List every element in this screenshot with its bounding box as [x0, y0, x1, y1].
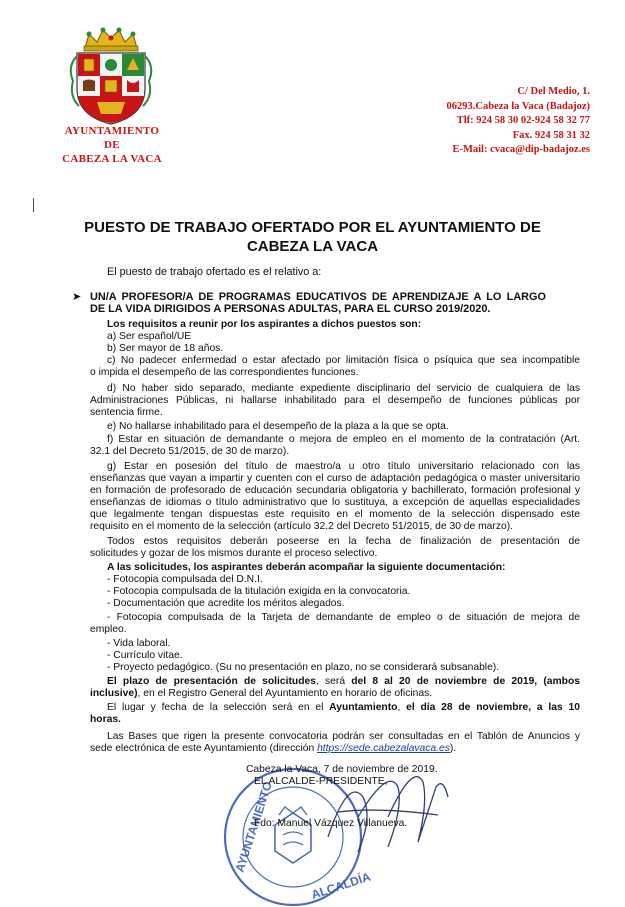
deadline-dates: del 8 al 20 de noviembre de 2019, (ambos [351, 676, 580, 687]
sede-link[interactable]: https://sede.cabezalavaca.es [317, 743, 450, 754]
contact-address [447, 85, 591, 158]
bases-text [90, 743, 456, 755]
selection-date: el día 28 de noviembre, a las 10 [406, 702, 580, 713]
municipality-line: DE [104, 139, 120, 151]
municipality-line: AYUNTAMIENTO [64, 125, 160, 137]
requirement-g: enseñanzas que vayan a impartir y cuenten con el curso de adaptación pedagógica o master universitario [90, 473, 580, 484]
document-item: - Documentación que acredite los méritos alegados. [107, 598, 345, 609]
document-item: - Vida laboral. [107, 638, 171, 649]
document-item: - Fotocopia compulsada del D.N.I. [107, 574, 263, 585]
address-email: E-Mail: cvaca@dip-badajoz.es [452, 144, 590, 156]
address-city: 06293.Cabeza la Vaca (Badajoz) [446, 100, 590, 112]
bases-tail: ). [449, 743, 457, 754]
deadline-text [90, 688, 432, 700]
requirement-g: requisito en el momento de la selección (artículo 32.2 del Decreto 51/2015, de 30 de marzo). [90, 521, 513, 532]
requirement-c: c) No padecer enfermedad o estar afectado por limitación física o psíquica que sea incompatible [107, 355, 580, 366]
requirement-g: en formación de profesorado de educación secundaria obligatoria y bachillerato, formación profesional y [90, 485, 580, 496]
possession-note: solicitudes y gozar de los mismos durante el proceso selectivo. [90, 548, 378, 559]
intro-text: El puesto de trabajo ofertado es el relativo a: [107, 266, 322, 278]
signer-name: Fdo: Manuel Vázquez Villanueva. [254, 818, 408, 829]
page-title [60, 219, 565, 256]
selection-place: Ayuntamiento [329, 702, 398, 713]
position-title: UN/A PROFESOR/A DE PROGRAMAS EDUCATIVOS DE APRENDIZAJE A LO LARGO [90, 291, 546, 303]
selection-lead: El lugar y fecha de la selección será en el [107, 702, 330, 713]
requirement-d: Administraciones Públicas, ni hallarse inhabilitado para el desempeño de funciones públicas por [90, 395, 580, 406]
title-line: CABEZA LA VACA [246, 237, 379, 255]
coat-of-arms-icon [67, 26, 155, 126]
requirement-g: que legalmente tengan dispuestas este requisito en el momento de la selección dispensado este [90, 509, 580, 520]
requirement-d: sentencia firme. [90, 407, 163, 418]
deadline-mid: , será [315, 676, 352, 687]
deadline-rest: , en el Registro General del Ayuntamiento en horario de oficinas. [137, 688, 433, 699]
requirements-heading: Los requisitos a reunir por los aspirantes a dichos puestos son: [107, 319, 422, 330]
requirement-f: 32.1 del Decreto 51/2015, de 30 de marzo). [90, 446, 290, 457]
selection-sep: , [397, 702, 407, 713]
title-line: PUESTO DE TRABAJO OFERTADO POR EL AYUNTAMIENTO DE [84, 219, 541, 236]
possession-note: Todos estos requisitos deberán poseerse en la fecha de finalización de presentación de [107, 536, 580, 547]
closing-role: EL ALCALDE-PRESIDENTE, [254, 776, 388, 787]
document-item: - Fotocopia compulsada de la titulación exigida en la convocatoria. [107, 586, 411, 597]
deadline-text [107, 676, 580, 688]
bullet-arrow-icon: ➤ [72, 291, 82, 303]
seal-ring-text: ALCALDÍA [309, 869, 373, 902]
requirement-b: b) Ser mayor de 18 años. [107, 343, 224, 354]
requirement-a: a) Ser español/UE [107, 331, 192, 342]
requirement-e: e) No hallarse inhabilitado para el desempeño de la plaza a la que se opta. [107, 421, 449, 432]
document-item: - Proyecto pedagógico. (Su no presentación en plazo, no se considerará subsanable). [107, 662, 500, 673]
closing-place-date: Cabeza la Vaca, 7 de noviembre de 2019. [246, 764, 438, 775]
crown-icon [84, 28, 138, 52]
municipality-line: CABEZA LA VACA [62, 153, 162, 165]
document-item: empleo. [90, 624, 127, 635]
document-item: - Fotocopia compulsada de la Tarjeta de demandante de empleo o de situación de mejora de [107, 612, 580, 623]
municipality-name [30, 124, 194, 166]
requirement-c: o impida el desempeño de las correspondientes funciones. [90, 367, 359, 378]
selection-hour: horas. [90, 714, 121, 725]
documentation-heading: A las solicitudes, los aspirantes deberán acompañar la siguiente documentación: [107, 562, 506, 573]
selection-text [107, 702, 580, 714]
address-street: C/ Del Medio, 1. [517, 86, 590, 97]
requirement-g: g) Estar en posesión del título de maestro/a u otro título universitario relacionado con las [107, 461, 580, 472]
deadline-dates: inclusive) [90, 688, 138, 699]
requirement-d: d) No haber sido separado, mediante expediente disciplinario del servicio de cualquiera de las [107, 383, 580, 394]
bases-text: Las Bases que rigen la presente convocatoria podrán ser consultadas en el Tablón de Anuncios y [107, 731, 580, 742]
document-item: - Currículo vitae. [107, 650, 183, 661]
address-phone: Tlf: 924 58 30 02-924 58 32 77 [456, 115, 590, 127]
seal-ring-text: AYUNTAMIENTO [232, 779, 276, 874]
address-fax: Fax. 924 58 31 32 [512, 129, 590, 141]
requirement-f: f) Estar en situación de demandante o mejora de empleo en el momento de la contratación (Art. [107, 434, 580, 445]
margin-mark [33, 198, 34, 212]
deadline-lead: El plazo de presentación de solicitudes [107, 676, 316, 687]
requirement-g: enseñanzas de idiomas o título administrativo que lo sustituya, a excepción de aquellas especialidades [90, 497, 580, 508]
position-title: DE LA VIDA DIRIGIDOS A PERSONAS ADULTAS, PARA EL CURSO 2019/2020. [90, 303, 491, 315]
bases-lead: sede electrónica de este Ayuntamiento (dirección [90, 743, 318, 754]
